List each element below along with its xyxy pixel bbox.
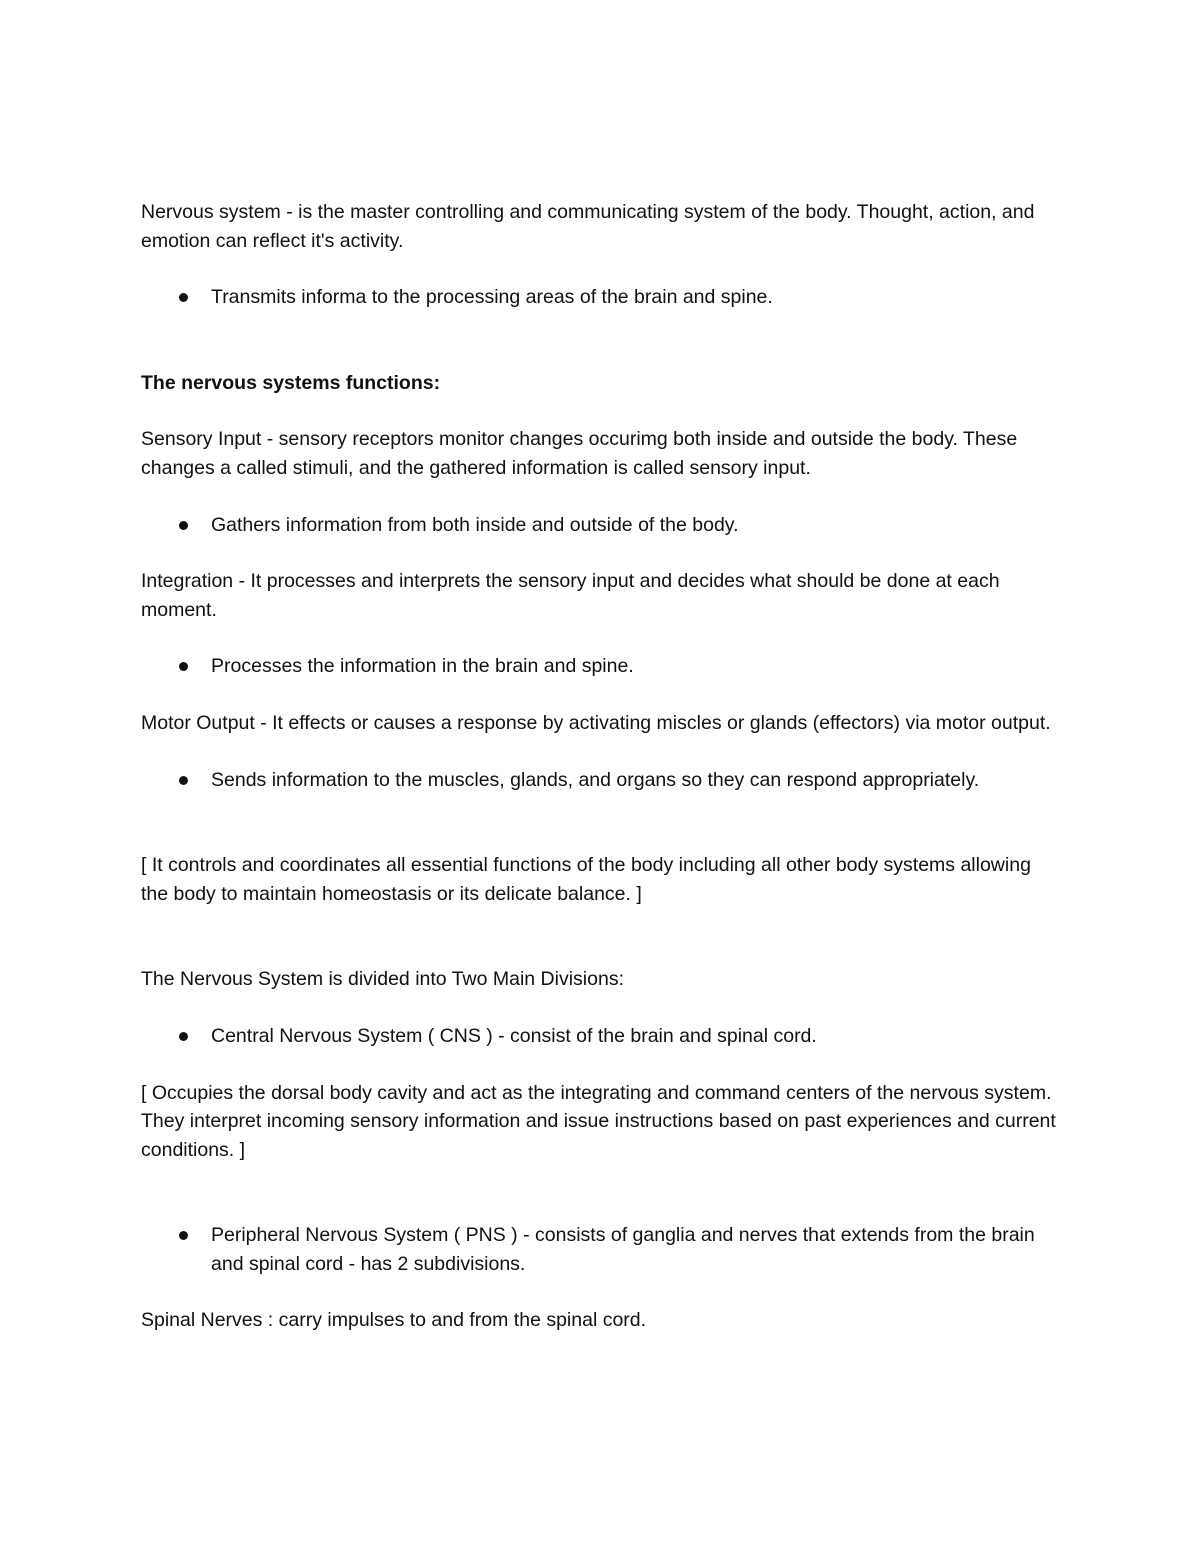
motor-bullet-text: Sends information to the muscles, glands, and organs so they can respond appropriately. — [211, 768, 980, 791]
intro-bullet-text: Transmits informa to the processing areas of the brain and spine. — [211, 286, 773, 309]
bullet-icon — [179, 1032, 188, 1041]
bullet-icon — [179, 662, 188, 671]
intro-paragraph: Nervous system - is the master controlling and communicating system of the body. Thought, action, and emotion can reflect it's activity. — [141, 201, 1035, 252]
list-item — [141, 1022, 1061, 1051]
list-item — [141, 283, 1061, 312]
list-item — [141, 1221, 1061, 1278]
divisions-heading: The Nervous System is divided into Two Main Divisions: — [141, 968, 624, 991]
list-item — [141, 652, 1061, 681]
sensory-input-paragraph: Sensory Input - sensory receptors monitor changes occurimg both inside and outside the body. These changes a called stimuli, and the gathered information is called sensory input. — [141, 428, 1018, 479]
control-note: [ It controls and coordinates all essential functions of the body including all other body systems allowing the body to maintain homeostasis or its delicate balance. ] — [141, 854, 1031, 905]
list-item — [141, 766, 1061, 795]
sensory-bullet-text: Gathers information from both inside and outside of the body. — [211, 513, 739, 536]
integration-paragraph: Integration - It processes and interprets the sensory input and decides what should be done at each moment. — [141, 570, 1000, 621]
list-item — [141, 511, 1061, 540]
motor-output-paragraph: Motor Output - It effects or causes a response by activating miscles or glands (effectors) via motor output. — [141, 711, 1051, 734]
spinal-nerves-paragraph: Spinal Nerves : carry impulses to and from the spinal cord. — [141, 1309, 647, 1332]
cns-note: [ Occupies the dorsal body cavity and act as the integrating and command centers of the nervous system. They interpret incoming sensory information and issue instructions based on past experiences and current conditions. ] — [141, 1081, 1056, 1161]
cns-bullet-text: Central Nervous System ( CNS ) - consist of the brain and spinal cord. — [211, 1024, 817, 1047]
document-page — [141, 198, 1061, 1335]
bullet-icon — [179, 776, 188, 785]
integration-bullet-text: Processes the information in the brain and spine. — [211, 655, 634, 678]
pns-bullet-text: Peripheral Nervous System ( PNS ) - consists of ganglia and nerves that extends from the brain and spinal cord - has 2 subdivisions. — [211, 1224, 1035, 1275]
bullet-icon — [179, 521, 188, 530]
functions-heading: The nervous systems functions: — [141, 371, 441, 394]
bullet-icon — [179, 293, 188, 302]
bullet-icon — [179, 1231, 188, 1240]
